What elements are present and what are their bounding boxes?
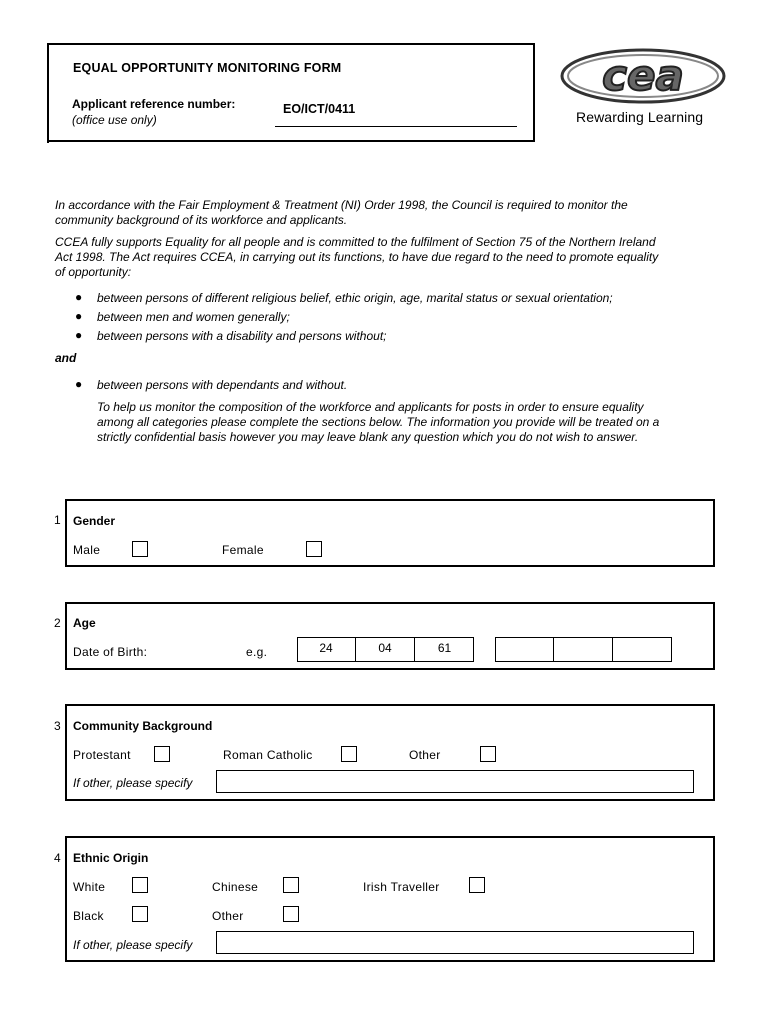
ethnic-other-checkbox[interactable]: [283, 906, 299, 922]
community-specify-label: If other, please specify: [73, 776, 193, 790]
eg-label: e.g.: [246, 645, 268, 659]
white-checkbox[interactable]: [132, 877, 148, 893]
gender-section: [65, 499, 715, 567]
ethnic-heading: Ethnic Origin: [73, 851, 149, 865]
bullet-dot: ●: [75, 290, 83, 304]
dob-year-input[interactable]: [613, 638, 671, 661]
black-label: Black: [73, 909, 104, 923]
white-label: White: [73, 880, 106, 894]
dob-month-input[interactable]: [554, 638, 613, 661]
intro-line: To help us monitor the composition of the workforce and applicants for posts in order to ensure equality: [97, 400, 644, 414]
bullet-dot: ●: [75, 309, 83, 323]
intro-line: CCEA fully supports Equality for all people and is committed to the fulfilment of Section 75 of the Northern Ireland: [55, 235, 656, 249]
section-number: 2: [54, 616, 61, 630]
dob-example-year: 61: [437, 641, 452, 655]
dob-example-month: 04: [356, 638, 415, 661]
bullet-item: between persons with a disability and persons without;: [97, 329, 387, 343]
traveller-checkbox[interactable]: [469, 877, 485, 893]
catholic-label: Roman Catholic: [223, 748, 313, 762]
ethnic-specify-input[interactable]: [216, 931, 694, 954]
bullet-dot: ●: [75, 377, 83, 391]
female-checkbox[interactable]: [306, 541, 322, 557]
protestant-checkbox[interactable]: [154, 746, 170, 762]
chinese-label: Chinese: [212, 880, 259, 894]
male-label: Male: [73, 543, 101, 557]
female-label: Female: [222, 543, 264, 557]
intro-line: among all categories please complete the sections below. The information you provide will be treated on a: [97, 415, 660, 429]
section-number: 4: [54, 851, 61, 865]
intro-line: In accordance with the Fair Employment & Treatment (NI) Order 1998, the Council is required to monitor the: [55, 198, 628, 212]
ref-sublabel: (office use only): [72, 113, 157, 127]
section-number: 1: [54, 513, 61, 527]
header-box: [47, 43, 535, 142]
community-other-checkbox[interactable]: [480, 746, 496, 762]
ref-underline: [275, 126, 517, 127]
bullet-item: between persons of different religious belief, ethic origin, age, marital status or sexual orientation;: [97, 291, 613, 305]
male-checkbox[interactable]: [132, 541, 148, 557]
logo-wordmark: cea: [602, 51, 684, 100]
community-specify-input[interactable]: [216, 770, 694, 793]
community-other-label: Other: [409, 748, 441, 762]
and-connector: and: [55, 351, 77, 365]
intro-line: strictly confidential basis however you may leave blank any question which you do not wish to answer.: [97, 430, 639, 444]
header-left-border: [47, 43, 49, 143]
intro-line: community background of its workforce and applicants.: [55, 213, 348, 227]
dob-label: Date of Birth:: [73, 645, 148, 659]
intro-line: of opportunity:: [55, 265, 132, 279]
age-heading: Age: [73, 616, 96, 630]
community-heading: Community Background: [73, 719, 213, 733]
form-title: EQUAL OPPORTUNITY MONITORING FORM: [73, 61, 342, 75]
ethnic-specify-label: If other, please specify: [73, 938, 193, 952]
logo-tagline: Rewarding Learning: [576, 109, 704, 125]
protestant-label: Protestant: [73, 748, 131, 762]
intro-line: Act 1998. The Act requires CCEA, in carrying out its functions, to have due regard to the need to promote equality: [55, 250, 659, 264]
bullet-item: between persons with dependants and without.: [97, 378, 348, 392]
chinese-checkbox[interactable]: [283, 877, 299, 893]
ref-value: EO/ICT/0411: [283, 102, 356, 116]
ethnic-other-label: Other: [212, 909, 244, 923]
traveller-label: Irish Traveller: [363, 880, 440, 894]
gender-heading: Gender: [73, 514, 116, 528]
catholic-checkbox[interactable]: [341, 746, 357, 762]
black-checkbox[interactable]: [132, 906, 148, 922]
dob-day-input[interactable]: [495, 638, 554, 661]
bullet-dot: ●: [75, 328, 83, 342]
ref-label: Applicant reference number:: [72, 97, 236, 111]
dob-example-day: 24: [297, 638, 356, 661]
bullet-item: between men and women generally;: [97, 310, 290, 324]
section-number: 3: [54, 719, 61, 733]
